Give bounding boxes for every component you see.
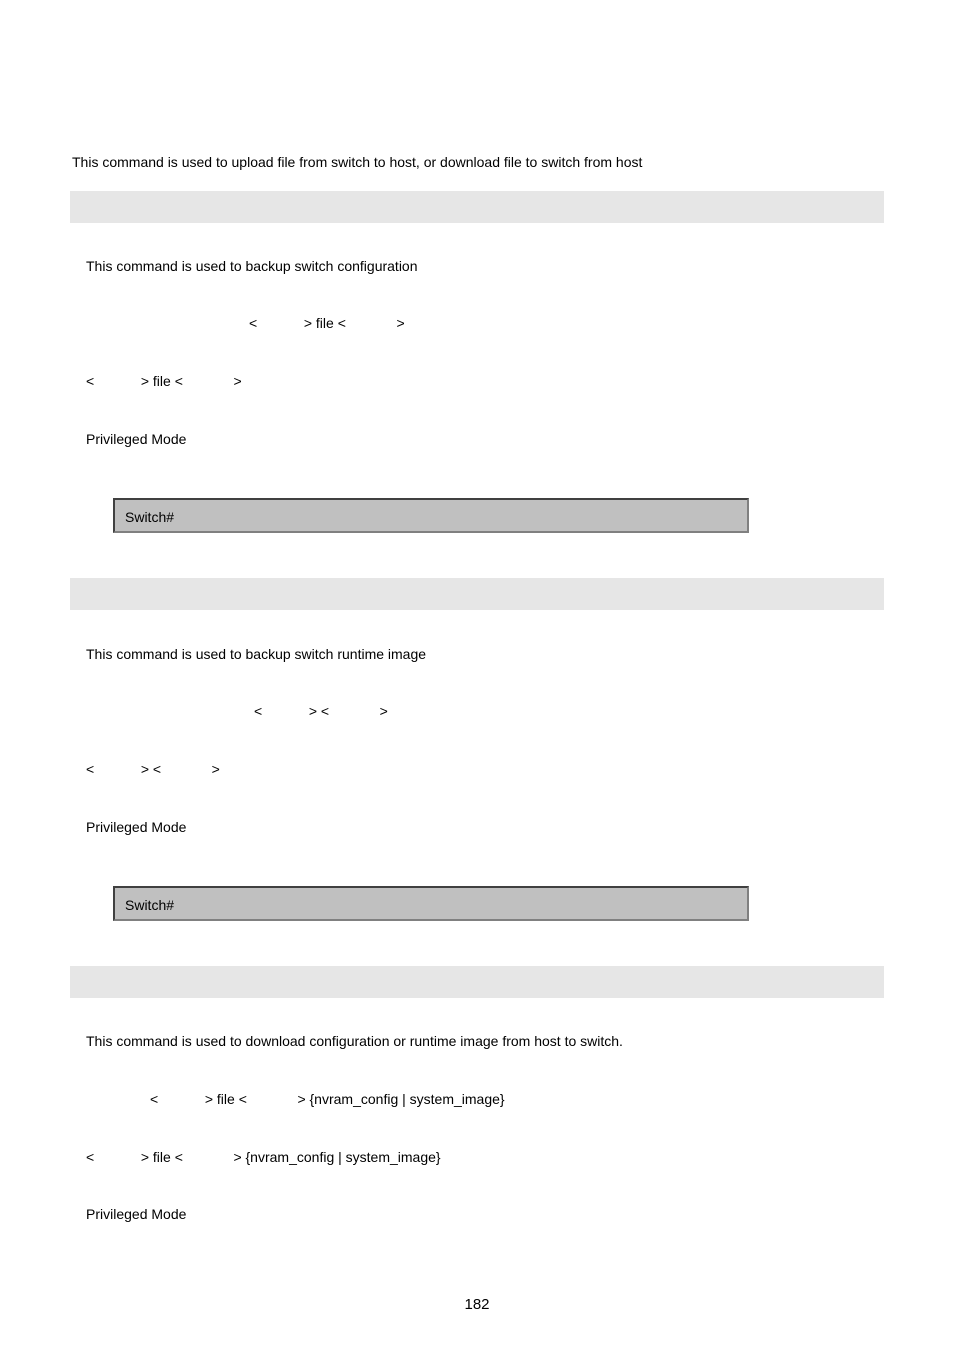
section-2-example-prompt: Switch#: [125, 897, 175, 913]
section-2-header-band: [70, 578, 884, 610]
section-2-example-box: [113, 886, 749, 921]
section-2-description: This command is used to backup switch runtime image: [86, 646, 427, 662]
section-3-syntax: < > file < > {nvram_config | system_image}: [150, 1091, 505, 1107]
section-1-mode: Privileged Mode: [86, 431, 187, 447]
section-1-header-band: [70, 191, 884, 223]
section-3-parameters: < > file < > {nvram_config | system_image}: [86, 1149, 441, 1165]
section-3-description: This command is used to download configuration or runtime image from host to switch.: [86, 1033, 623, 1049]
section-1-parameters: < > file < >: [86, 373, 242, 389]
section-3-mode: Privileged Mode: [86, 1206, 187, 1222]
section-3-header-band: [70, 966, 884, 998]
section-2-mode: Privileged Mode: [86, 819, 187, 835]
section-2-parameters: < > < >: [86, 761, 220, 777]
page-number: 182: [464, 1296, 490, 1313]
section-1-example-prompt: Switch#: [125, 509, 175, 525]
intro-text: This command is used to upload file from switch to host, or download file to switch from host: [72, 154, 643, 170]
section-1-description: This command is used to backup switch configuration: [86, 258, 418, 274]
section-2-syntax: < > < >: [254, 703, 388, 719]
section-1-syntax: < > file < >: [249, 315, 405, 331]
section-1-example-box: [113, 498, 749, 533]
